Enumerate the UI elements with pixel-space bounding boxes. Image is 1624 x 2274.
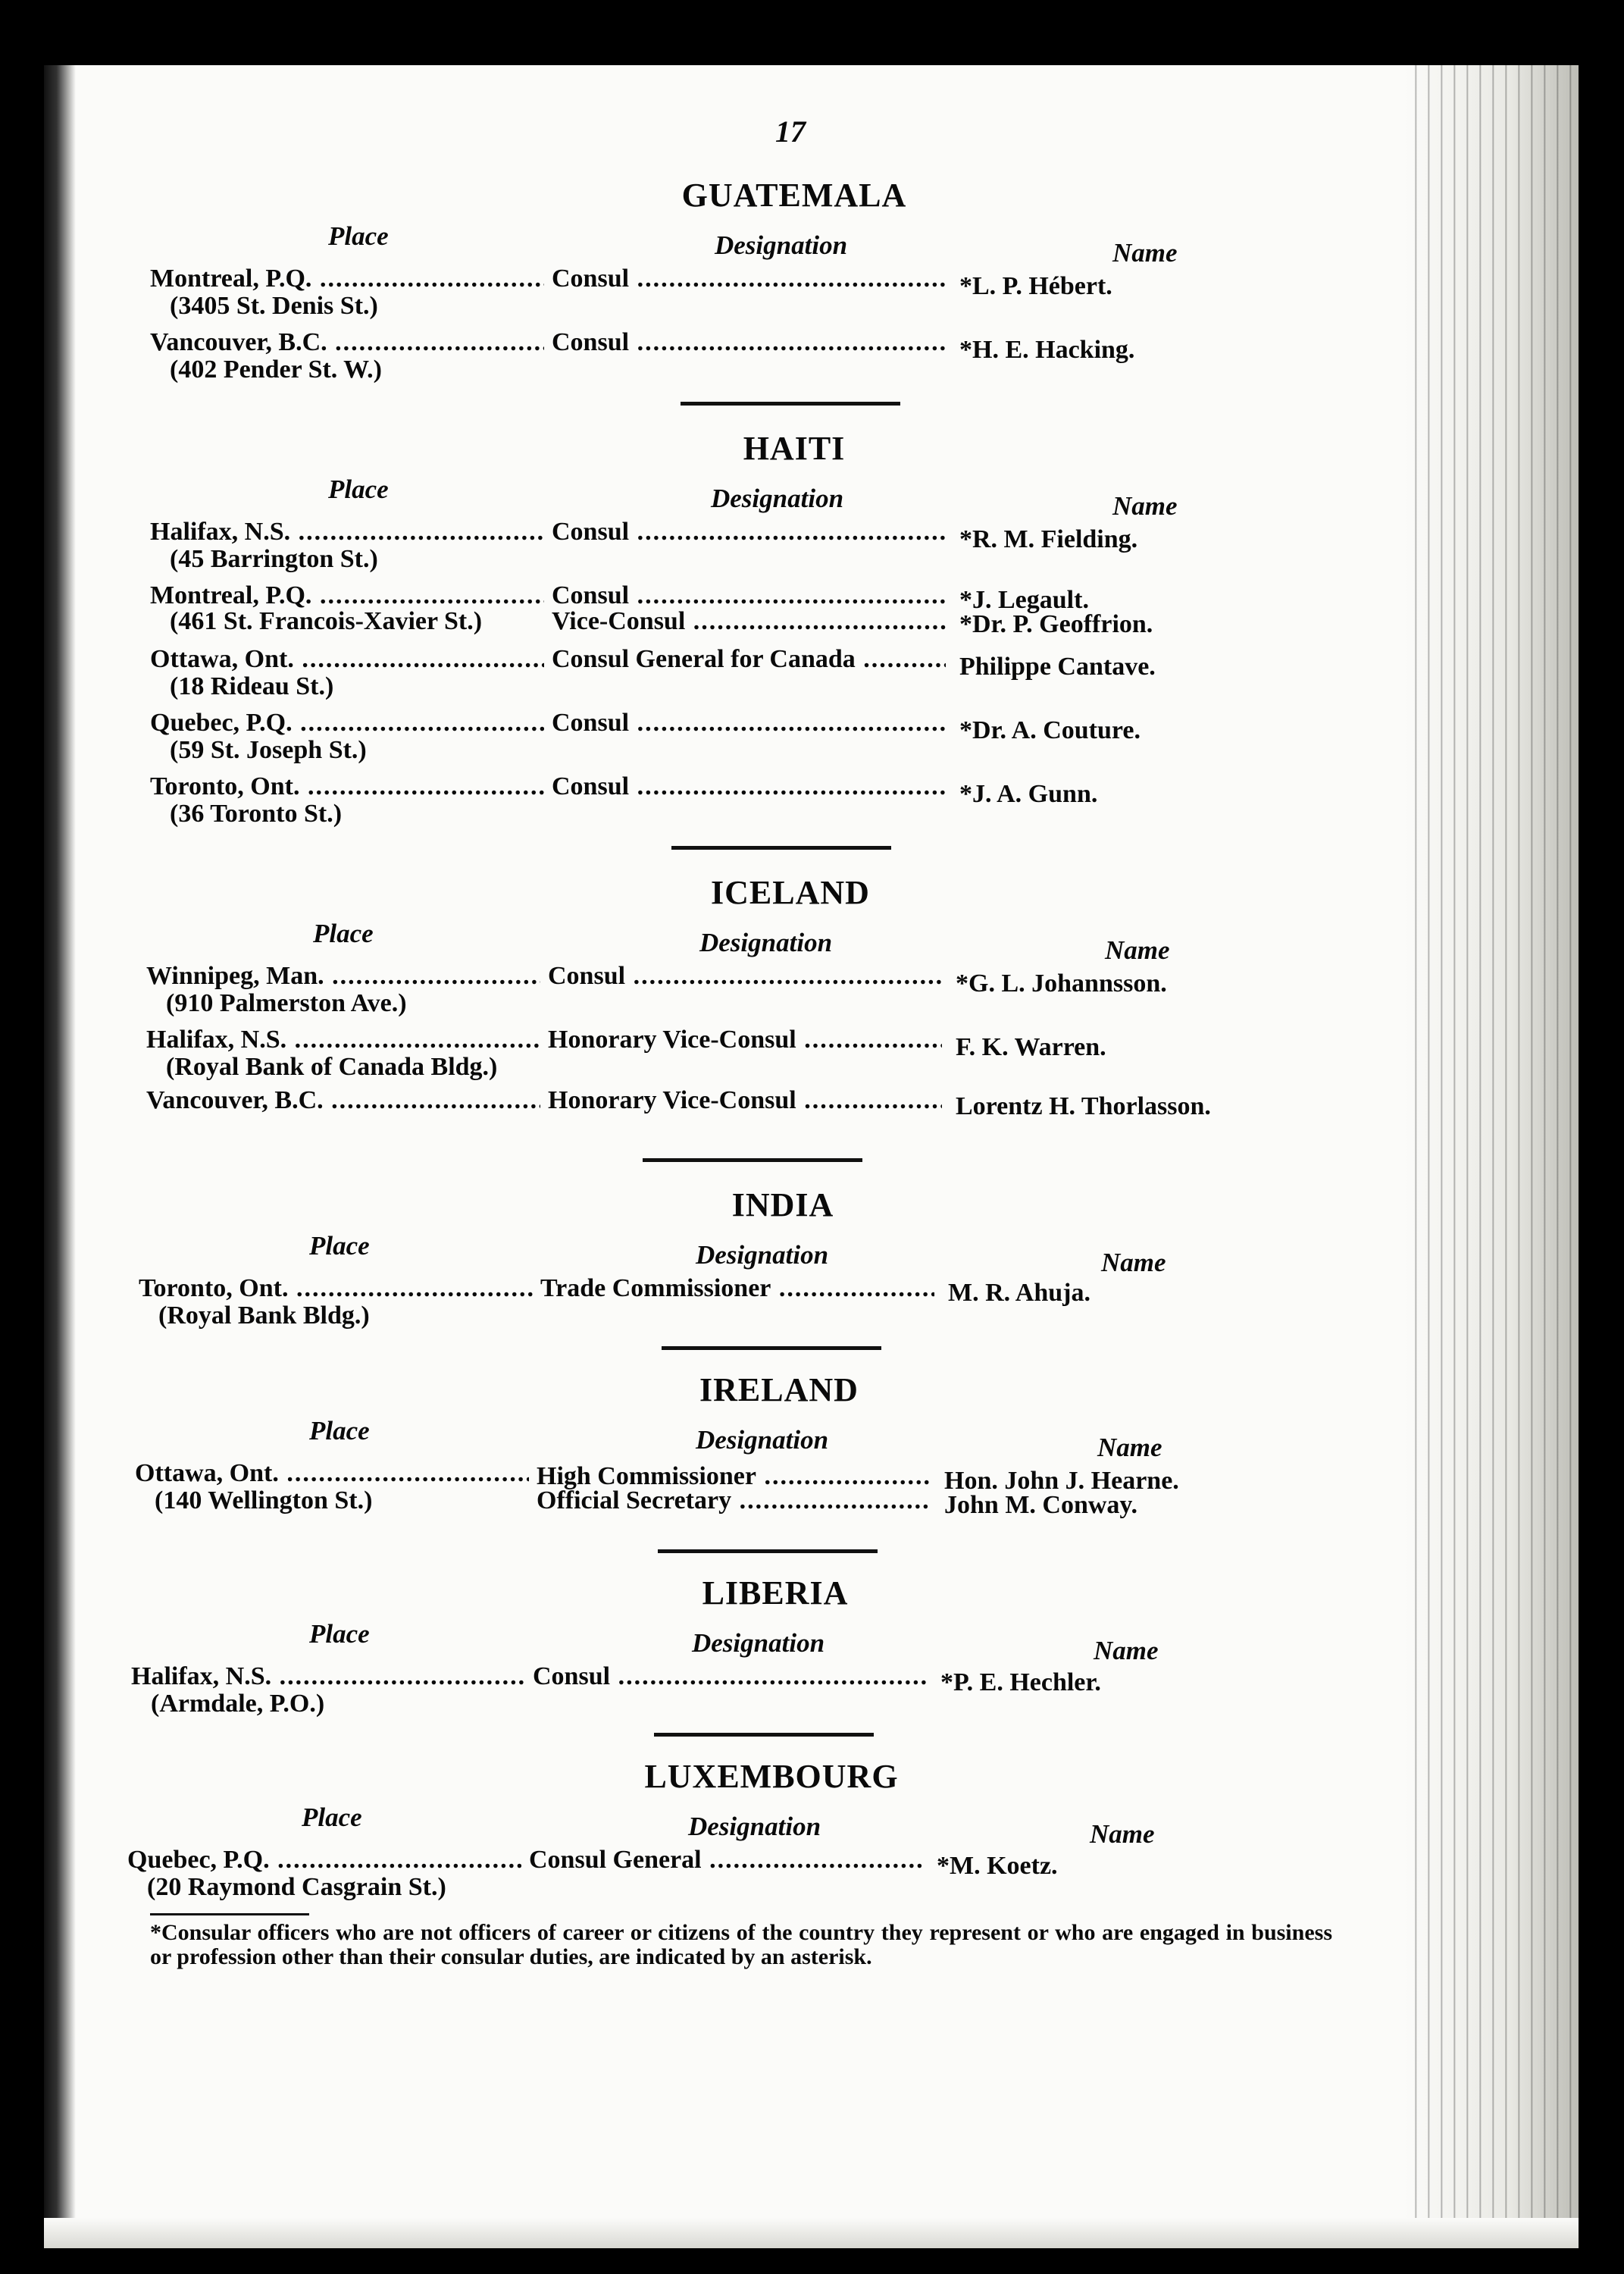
entry-designation: High Commissioner .....: [537, 1463, 931, 1490]
column-header-place: Place: [309, 1416, 370, 1446]
entry-name: M. R. Ahuja.: [948, 1279, 1090, 1307]
entry-name: F. K. Warren.: [956, 1033, 1106, 1061]
column-header-name: Name: [1090, 1819, 1155, 1849]
column-header-designation: Designation: [699, 928, 833, 957]
entry-place: Quebec, P.Q. .....: [127, 1846, 521, 1874]
country-heading: INDIA: [731, 1186, 834, 1223]
section-divider: [658, 1549, 878, 1553]
section-divider: [681, 402, 900, 406]
entry-designation-secondary: Vice-Consul .....: [552, 608, 946, 635]
column-header-name: Name: [1097, 1433, 1162, 1462]
column-header-name: Name: [1101, 1248, 1166, 1277]
entry-name: *G. L. Johannsson.: [956, 969, 1167, 998]
entry-name: Philippe Cantave.: [959, 653, 1156, 681]
page-number: 17: [775, 114, 806, 149]
column-header-place: Place: [302, 1803, 362, 1832]
country-heading: HAITI: [743, 430, 846, 467]
country-heading: GUATEMALA: [681, 177, 907, 214]
column-header-designation: Designation: [688, 1812, 821, 1841]
column-header-place: Place: [309, 1619, 370, 1649]
country-heading: ICELAND: [711, 874, 870, 911]
entry-place: Halifax, N.S. .....: [150, 518, 544, 546]
entry-address: (36 Toronto St.): [170, 800, 343, 828]
country-heading: LUXEMBOURG: [644, 1758, 899, 1795]
column-header-name: Name: [1112, 238, 1178, 268]
entry-place: Ottawa, Ont. .....: [150, 646, 544, 673]
entry-designation: Consul .....: [552, 709, 946, 737]
section-divider: [654, 1733, 874, 1737]
entry-place: Halifax, N.S. .....: [146, 1026, 540, 1054]
entry-designation: Consul General .....: [529, 1846, 923, 1874]
entry-designation: Honorary Vice-Consul .....: [548, 1087, 942, 1114]
country-heading: LIBERIA: [702, 1574, 849, 1612]
entry-address: (Armdale, P.O.): [151, 1690, 325, 1718]
entry-designation: Consul .....: [552, 265, 946, 293]
entry-address: (402 Pender St. W.): [170, 356, 382, 384]
footnote-divider: [150, 1913, 309, 1915]
column-header-place: Place: [309, 1231, 370, 1261]
entry-address: (18 Rideau St.): [170, 672, 334, 700]
column-header-place: Place: [313, 919, 374, 948]
column-header-name: Name: [1112, 491, 1178, 521]
entry-place: Vancouver, B.C. .....: [150, 329, 544, 356]
entry-designation: Consul .....: [552, 329, 946, 356]
entry-place: Ottawa, Ont. .....: [135, 1460, 529, 1487]
entry-place: Montreal, P.Q. .....: [150, 265, 544, 293]
entry-designation: Consul .....: [552, 582, 946, 609]
page-edge-stack: [1404, 65, 1579, 2248]
entry-place: Toronto, Ont. .....: [150, 773, 544, 800]
entry-designation: Consul .....: [548, 963, 942, 990]
entry-name: *R. M. Fielding.: [959, 525, 1138, 553]
entry-name: *J. Legault.: [959, 586, 1089, 614]
entry-designation-secondary: Official Secretary .....: [537, 1487, 931, 1514]
entry-designation: Honorary Vice-Consul .....: [548, 1026, 942, 1054]
entry-name: *P. E. Hechler.: [940, 1668, 1101, 1696]
entry-name: Lorentz H. Thorlasson.: [956, 1092, 1211, 1120]
column-header-designation: Designation: [715, 230, 848, 260]
column-header-designation: Designation: [692, 1628, 825, 1658]
entry-name: *M. Koetz.: [937, 1852, 1058, 1880]
column-header-place: Place: [328, 475, 389, 504]
document-page: [44, 65, 1579, 2248]
entry-name: *H. E. Hacking.: [959, 336, 1135, 364]
entry-name: *Dr. A. Couture.: [959, 716, 1141, 744]
entry-designation: Trade Commissioner .....: [540, 1275, 934, 1302]
entry-name: *J. A. Gunn.: [959, 780, 1098, 808]
entry-name: Hon. John J. Hearne.: [944, 1467, 1179, 1495]
column-header-designation: Designation: [711, 484, 844, 513]
section-divider: [671, 846, 891, 850]
entry-address: (45 Barrington St.): [170, 545, 378, 573]
entry-address: (Royal Bank of Canada Bldg.): [166, 1053, 498, 1081]
entry-place: Toronto, Ont. .....: [139, 1275, 533, 1302]
entry-designation: Consul General for Canada .....: [552, 646, 946, 673]
section-divider: [662, 1346, 881, 1350]
entry-address: (3405 St. Denis St.): [170, 292, 378, 320]
entry-name-secondary: John M. Conway.: [944, 1491, 1138, 1519]
entry-address: (20 Raymond Casgrain St.): [147, 1873, 446, 1901]
entry-name-secondary: *Dr. P. Geoffrion.: [959, 610, 1153, 638]
entry-address: (Royal Bank Bldg.): [158, 1301, 370, 1330]
entry-address: (59 St. Joseph St.): [170, 736, 367, 764]
entry-name: *L. P. Hébert.: [959, 272, 1112, 300]
entry-place: Vancouver, B.C. .....: [146, 1087, 540, 1114]
footnote: *Consular officers who are not officers of career or citizens of the country they represent or who are engaged in business or profession other than their consular duties, are indicated by an asterisk.: [150, 1920, 1332, 1969]
page-binding-shadow: [44, 65, 76, 2248]
page-bottom-edge: [44, 2218, 1579, 2248]
section-divider: [643, 1158, 862, 1162]
entry-designation: Consul .....: [552, 518, 946, 546]
entry-place: Quebec, P.Q. .....: [150, 709, 544, 737]
column-header-place: Place: [328, 221, 389, 251]
entry-place: Montreal, P.Q. .....: [150, 582, 544, 609]
entry-address: (140 Wellington St.): [155, 1486, 373, 1514]
entry-designation: Consul .....: [533, 1663, 927, 1690]
entry-place: Halifax, N.S. .....: [131, 1663, 525, 1690]
entry-designation: Consul .....: [552, 773, 946, 800]
entry-place: Winnipeg, Man. .....: [146, 963, 540, 990]
entry-address: (461 St. Francois-Xavier St.): [170, 607, 483, 635]
column-header-name: Name: [1094, 1636, 1159, 1665]
column-header-designation: Designation: [696, 1240, 829, 1270]
column-header-name: Name: [1105, 935, 1170, 965]
country-heading: IRELAND: [699, 1371, 859, 1408]
entry-address: (910 Palmerston Ave.): [166, 989, 407, 1017]
column-header-designation: Designation: [696, 1425, 829, 1455]
